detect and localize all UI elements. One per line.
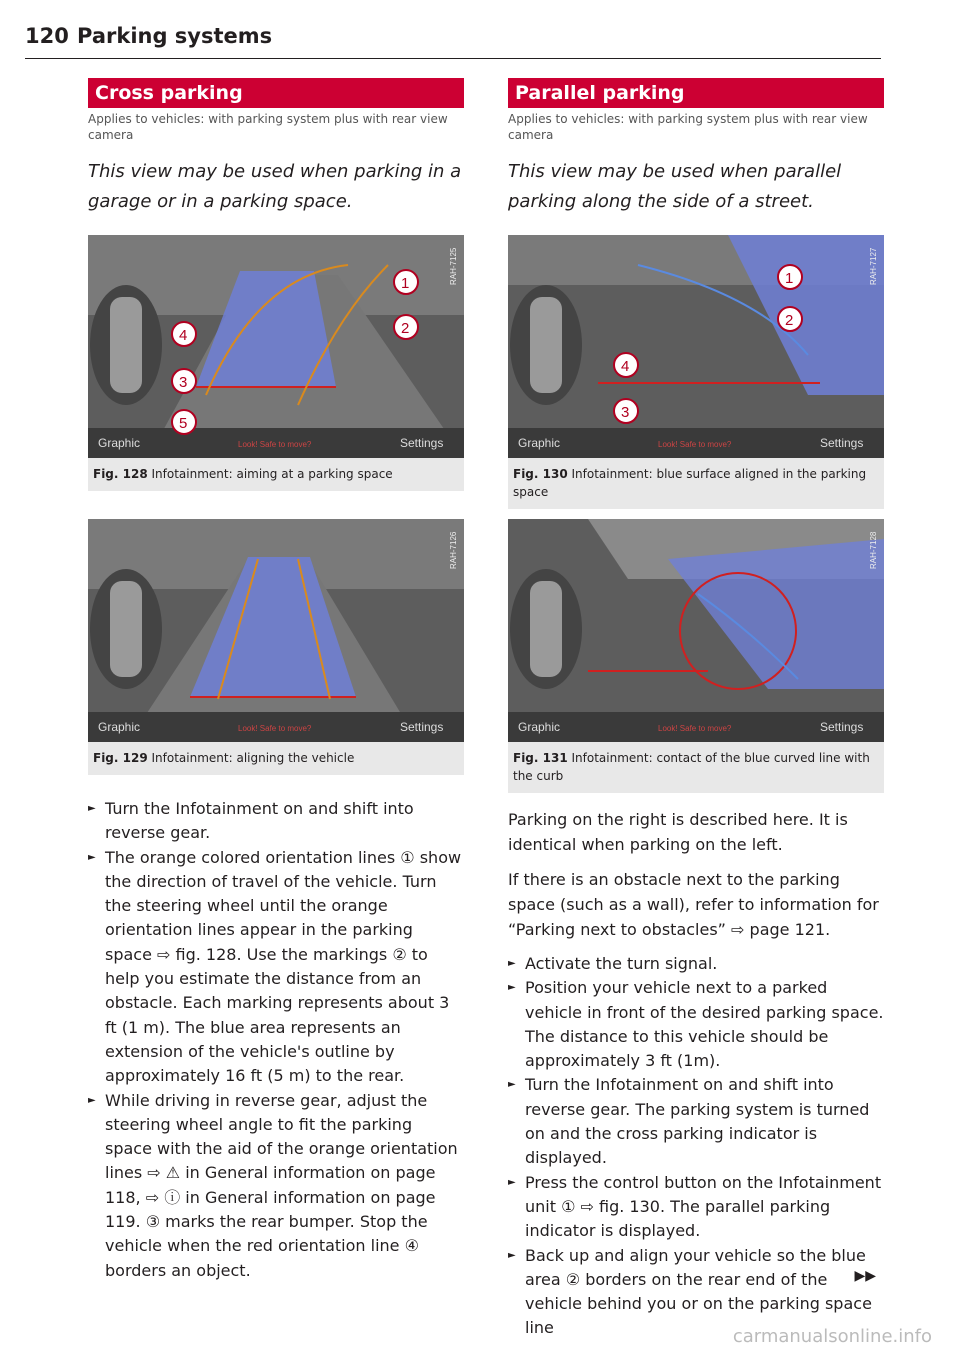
parallel-parking-steps: [508, 952, 884, 1341]
settings-label: Settings: [400, 436, 444, 450]
svg-text:1: 1: [401, 275, 410, 292]
figure-caption: [88, 458, 464, 491]
callout-3: [172, 369, 196, 393]
svg-text:4: 4: [179, 327, 188, 344]
warning-label: Look! Safe to move?: [238, 440, 312, 449]
page-header: [25, 24, 881, 59]
car-icon: [510, 285, 582, 405]
cross-parking-heading: Cross parking: [88, 78, 464, 108]
camera-screen-fig130: [508, 235, 884, 458]
applies-note: Applies to vehicles: with parking system plus with rear view camera: [88, 112, 448, 142]
callout-1: [778, 265, 802, 289]
list-item: ► Turn the Infotainment on and shift into reverse gear. The parking system is turned on and the cross parking indicator is displayed.: [508, 1073, 884, 1170]
svg-text:4: 4: [621, 358, 630, 375]
caption-text: Infotainment: blue surface aligned in the parking space: [513, 467, 867, 499]
warning-label: Look! Safe to move?: [658, 724, 732, 733]
lead-text: This view may be used when parking in a garage or in a parking space.: [88, 161, 462, 212]
caption-text: Infotainment: aligning the vehicle: [151, 751, 355, 765]
callout-4: [172, 322, 196, 346]
cross-parking-steps: [88, 797, 464, 1283]
figure-caption: [88, 742, 464, 775]
applies-note: Applies to vehicles: with parking system plus with rear view camera: [508, 112, 868, 142]
lead-text: This view may be used when parallel parking along the side of a street.: [508, 161, 842, 212]
svg-text:3: 3: [621, 404, 630, 421]
figure-128: [88, 235, 464, 491]
paragraph: Parking on the right is described here. It is identical when parking on the left.: [508, 810, 848, 854]
car-icon: [90, 285, 162, 405]
figure-code: RAH-7128: [869, 531, 878, 569]
callout-4: [614, 353, 638, 377]
svg-text:5: 5: [179, 415, 188, 432]
callout-1: [394, 270, 418, 294]
list-item: ► Turn the Infotainment on and shift into reverse gear.: [88, 797, 464, 846]
list-item: ► Press the control button on the Infotainment unit ① ⇨ fig. 130. The parallel parking indicator is displayed.: [508, 1171, 884, 1244]
caption-text: Infotainment: aiming at a parking space: [151, 467, 393, 481]
figure-129: [88, 519, 464, 775]
car-icon: [510, 569, 582, 689]
caption-text: Infotainment: contact of the blue curved line with the curb: [513, 751, 870, 783]
figure-number: Fig. 131: [513, 751, 568, 765]
figure-caption: [508, 458, 884, 509]
graphic-label: Graphic: [518, 720, 561, 734]
graphic-label: Graphic: [98, 720, 141, 734]
left-column: [88, 78, 464, 1283]
callout-5: [172, 410, 196, 434]
camera-screen-fig128: [88, 235, 464, 458]
continue-arrow-icon: ▶▶: [854, 1268, 876, 1284]
list-item: ► Back up and align your vehicle so the blue area ② borders on the rear end of the vehicle behind you or on the parking space line: [508, 1244, 884, 1341]
figure-code: RAH-7126: [449, 531, 458, 569]
svg-text:2: 2: [785, 312, 794, 329]
page-number: 120: [25, 24, 69, 48]
list-item: ► The orange colored orientation lines ① show the direction of travel of the vehicle. Turn the steering wheel until the orange orientation lines appear in the parking space ⇨ fig. 128. Use the markings ② to help you estimate the distance from an obstacle. Each marking represents about 3 ft (1 m). The blue area represents an extension of the vehicle's outline by approximately 16 ft (5 m) to the rear.: [88, 846, 464, 1089]
figure-131: [508, 519, 884, 793]
parallel-parking-heading: Parallel parking: [508, 78, 884, 108]
list-item: ► Activate the turn signal.: [508, 952, 884, 976]
figure-caption: [508, 742, 884, 793]
callout-2: [394, 315, 418, 339]
callout-3: [614, 399, 638, 423]
car-icon: [90, 569, 162, 689]
figure-130: [508, 235, 884, 509]
paragraph: If there is an obstacle next to the parking space (such as a wall), refer to information for “Parking next to obstacles” ⇨ page 121.: [508, 870, 879, 939]
settings-label: Settings: [820, 436, 864, 450]
warning-label: Look! Safe to move?: [238, 724, 312, 733]
svg-text:2: 2: [401, 320, 410, 337]
graphic-label: Graphic: [518, 436, 561, 450]
settings-label: Settings: [400, 720, 444, 734]
svg-text:1: 1: [785, 270, 794, 287]
list-item: ► While driving in reverse gear, adjust the steering wheel angle to fit the parking space with the aid of the orange orientation lines ⇨ ⚠ in General information on page 118, ⇨ ⓘ in General information on page 119. ③ marks the rear bumper. Stop the vehicle when the red orientation line ④ borders an object.: [88, 1089, 464, 1283]
callout-2: [778, 307, 802, 331]
settings-label: Settings: [820, 720, 864, 734]
right-column: [508, 78, 884, 1341]
list-item: ► Position your vehicle next to a parked vehicle in front of the desired parking space. The distance to this vehicle should be approximately 3 ft (1m).: [508, 976, 884, 1073]
figure-code: RAH-7125: [449, 247, 458, 285]
graphic-label: Graphic: [98, 436, 141, 450]
figure-code: RAH-7127: [869, 247, 878, 285]
watermark[interactable]: carmanualsonline.info: [732, 1326, 932, 1347]
figure-number: Fig. 128: [93, 467, 148, 481]
camera-screen-fig131: [508, 519, 884, 742]
section-title: Parking systems: [77, 24, 273, 48]
figure-number: Fig. 129: [93, 751, 148, 765]
warning-label: Look! Safe to move?: [658, 440, 732, 449]
svg-text:3: 3: [179, 374, 188, 391]
figure-number: Fig. 130: [513, 467, 568, 481]
camera-screen-fig129: [88, 519, 464, 742]
